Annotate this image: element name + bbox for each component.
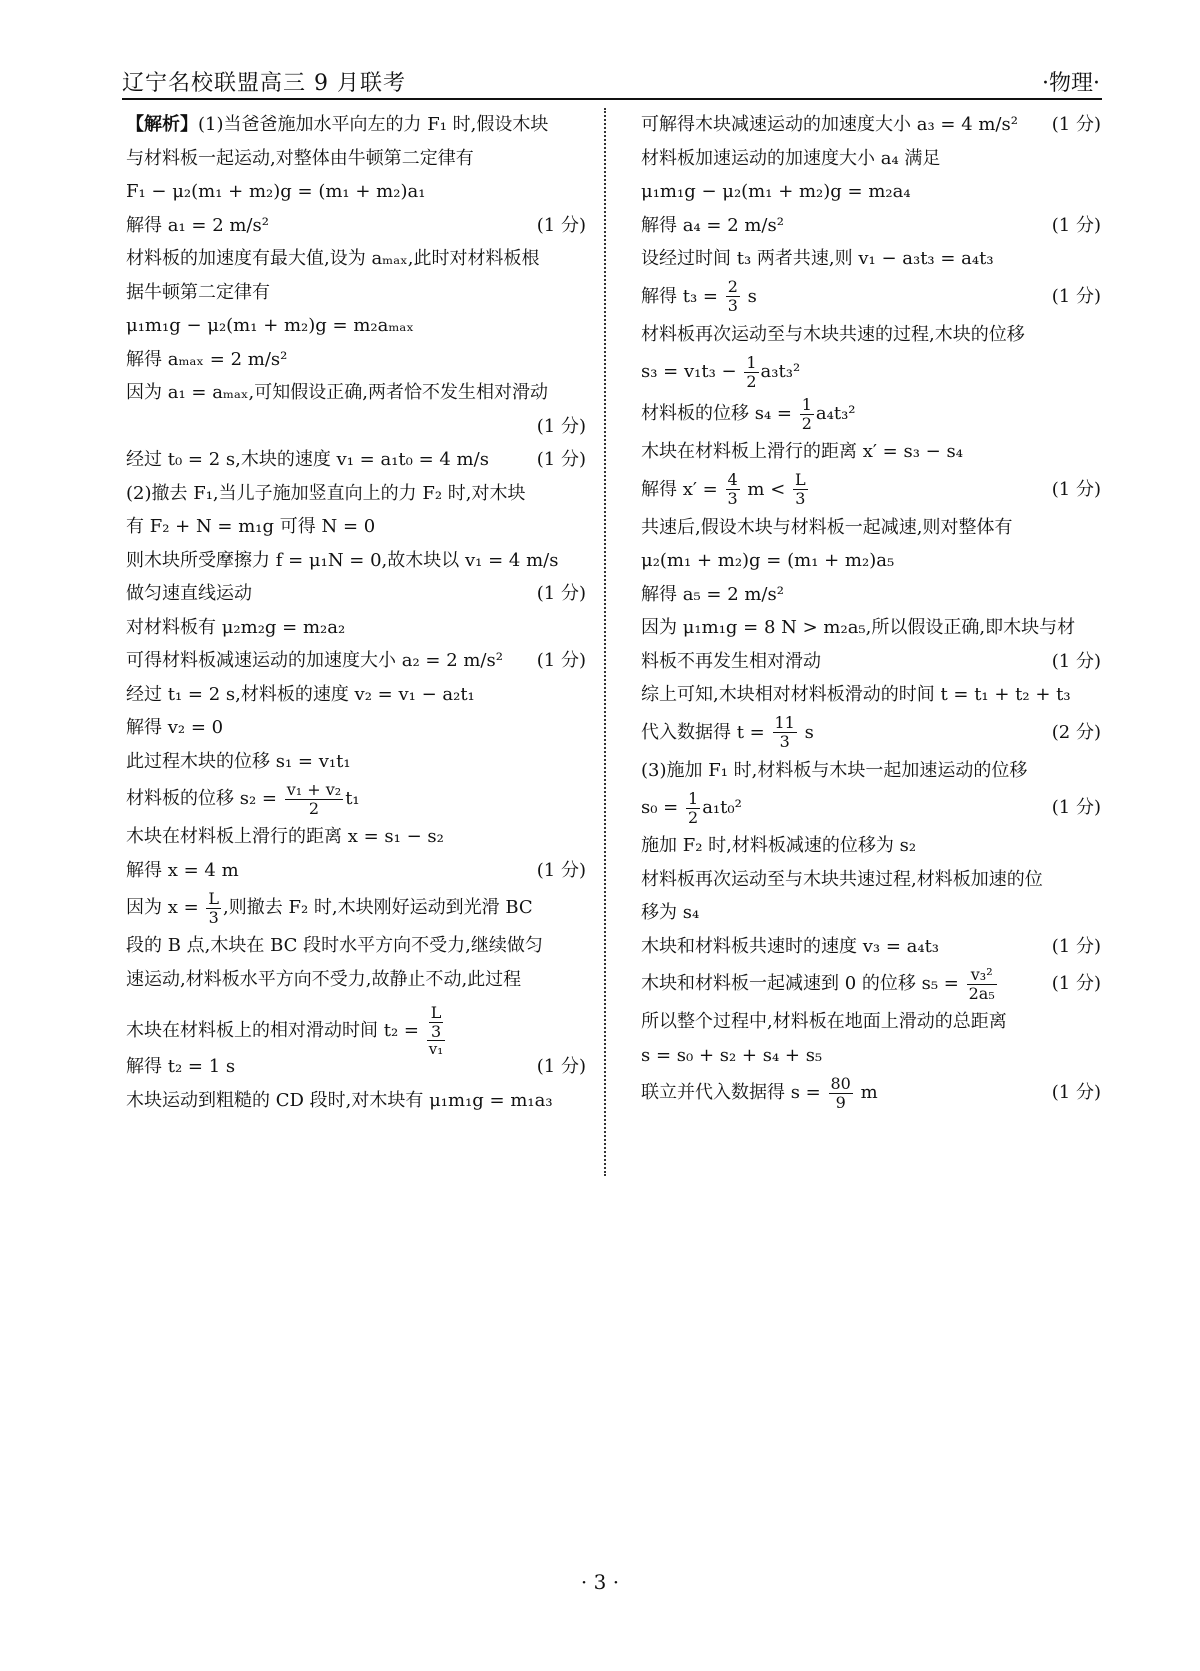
- fraction: $\frac{\text{v₁ + v₂}}{2}$: [286, 779, 342, 818]
- line-text: (3)施加 F₁ 时,材料板与木块一起加速运动的位移: [641, 759, 1028, 781]
- solution-line: [641, 578, 1101, 612]
- solution-line: [126, 142, 586, 176]
- score-label: (2 分): [1051, 721, 1101, 743]
- line-text: F₁ − μ₂(m₁ + m₂)g = (m₁ + m₂)a₁: [126, 181, 426, 202]
- score-label: (1 分): [1051, 214, 1101, 236]
- solution-line: [126, 108, 586, 142]
- line-text: 移为 s₄: [641, 902, 700, 923]
- line-text: 经过 t₁ = 2 s,材料板的速度 v₂ = v₁ − a₂t₁: [126, 683, 475, 705]
- fraction: $\frac{11}{3}$: [774, 713, 795, 751]
- score-label: (1 分): [1051, 478, 1101, 500]
- score-label: (1 分): [536, 1056, 586, 1077]
- left-column: [126, 108, 586, 1117]
- solution-line: [641, 242, 1101, 276]
- solution-line: [641, 511, 1101, 545]
- line-text: 解得 t₂ = 1 s: [126, 1056, 236, 1077]
- fraction: $\frac{\frac{L}{3}}{\text{v₁}}$: [427, 1004, 446, 1058]
- solution-line: [641, 318, 1101, 352]
- fraction: $\frac{1}{2}$: [801, 394, 812, 433]
- fraction: $\frac{1}{2}$: [688, 788, 699, 827]
- score-label: (1 分): [536, 650, 586, 671]
- line-text: 与材料板一起运动,对整体由牛顿第二定律有: [126, 147, 474, 169]
- solution-line: [126, 644, 586, 678]
- solution-line: [126, 209, 586, 243]
- line-text: 因为 μ₁m₁g = 8 N > m₂a₅,所以假设正确,即木块与材: [641, 617, 1076, 638]
- solution-line: s₃ = v₁t₃ − $\frac{1}{2}$ a₃t₃²: [641, 352, 801, 391]
- fraction: $\frac{80}{9}$: [830, 1073, 851, 1112]
- score-label: (1 分): [536, 214, 586, 236]
- line-text: μ₁m₁g − μ₂(m₁ + m₂)g = m₂aₘₐₓ: [126, 315, 414, 336]
- line-text: 解得 a₁ = 2 m/s²: [126, 214, 269, 236]
- score-label: (1 分): [536, 859, 586, 881]
- score-label: (1 分): [1051, 1082, 1101, 1103]
- page-header: [122, 64, 1102, 100]
- analysis-tag: 【解析】: [126, 114, 198, 135]
- line-text: 共速后,假设木块与材料板一起减速,则对整体有: [641, 516, 1013, 538]
- solution-line: [126, 343, 586, 377]
- solution-line: [126, 1050, 586, 1084]
- solution-line: [641, 754, 1101, 788]
- fraction: $\frac{4}{3}$: [727, 470, 738, 508]
- solution-line: [641, 1039, 1101, 1073]
- line-text: 解得 v₂ = 0: [126, 717, 224, 738]
- solution-line: 解得 x′ = $\frac{4}{3}$ m < $\frac{L}{3}$ (1 分): [641, 469, 1101, 511]
- score-label: (1 分): [1051, 935, 1101, 957]
- solution-line: [641, 435, 1101, 469]
- line-text: 可得材料板减速运动的加速度大小 a₂ = 2 m/s²: [126, 650, 503, 671]
- solution-line: [641, 175, 1101, 209]
- page-number: · 3 ·: [580, 1570, 620, 1594]
- line-text: 施加 F₂ 时,材料板减速的位移为 s₂: [641, 835, 917, 856]
- right-column: [641, 108, 1101, 1114]
- solution-line: 材料板的位移 s₂ = $\frac{\text{v₁ + v₂}}{2}$ t₁: [126, 779, 360, 818]
- line-text: 解得 x = 4 m: [126, 859, 239, 881]
- solution-line: [641, 611, 1101, 645]
- fraction: $\frac{L}{3}$: [208, 888, 220, 927]
- solution-line: 联立并代入数据得 s = $\frac{80}{9}$ m (1 分): [641, 1072, 1101, 1114]
- score-label: (1 分): [1051, 114, 1101, 135]
- solution-line: [126, 276, 586, 310]
- solution-line: [641, 863, 1101, 897]
- line-text: 材料板再次运动至与木块共速的过程,木块的位移: [641, 323, 1025, 345]
- solution-line: [641, 544, 1101, 578]
- score-label: (1 分): [536, 583, 586, 604]
- line-text: 对材料板有 μ₂m₂g = m₂a₂: [126, 616, 346, 638]
- line-text: 解得 a₅ = 2 m/s²: [641, 583, 784, 605]
- solution-line: [641, 678, 1101, 712]
- solution-line: [641, 108, 1101, 142]
- solution-line: [126, 854, 586, 888]
- solution-line: [126, 963, 586, 997]
- solution-line: 木块和材料板一起减速到 0 的位移 s₅ = $\frac{\text{v₃²}}{\text{2a₅}}$ (1 分): [641, 963, 1101, 1005]
- line-text: 则木块所受摩擦力 f = μ₁N = 0,故木块以 v₁ = 4 m/s: [126, 549, 559, 571]
- solution-line: [126, 443, 586, 477]
- line-text: 木块在材料板上滑行的距离 x = s₁ − s₂: [126, 826, 444, 847]
- line-text: 解得 aₘₐₓ = 2 m/s²: [126, 348, 288, 370]
- solution-line: 木块在材料板上的相对滑动时间 t₂ = $\frac{\frac{L}{3}}{\text{v₁}}$: [126, 996, 586, 1050]
- line-text: 此过程木块的位移 s₁ = v₁t₁: [126, 750, 351, 772]
- solution-line: [126, 410, 586, 444]
- line-text: 经过 t₀ = 2 s,木块的速度 v₁ = a₁t₀ = 4 m/s: [126, 449, 489, 470]
- line-text: 可解得木块减速运动的加速度大小 a₃ = 4 m/s²: [641, 114, 1018, 135]
- solution-line: [641, 1005, 1101, 1039]
- solution-line: [126, 175, 586, 209]
- line-text: 解得 a₄ = 2 m/s²: [641, 214, 784, 236]
- subject-label: ·物理·: [1042, 71, 1100, 96]
- score-label: (1 分): [1051, 285, 1101, 307]
- line-text: 木块和材料板共速时的速度 v₃ = a₄t₃: [641, 935, 940, 957]
- line-text: 木块运动到粗糙的 CD 段时,对木块有 μ₁m₁g = m₁a₃: [126, 1089, 553, 1111]
- fraction: $\frac{\text{v₃²}}{\text{2a₅}}$: [968, 964, 995, 1003]
- exam-title: 辽宁名校联盟高三 9 月联考: [122, 71, 406, 96]
- solution-line: [126, 242, 586, 276]
- solution-line: [126, 820, 586, 854]
- solution-line: [126, 577, 586, 611]
- score-label: (1 分): [1051, 650, 1101, 672]
- score-label: (1 分): [1051, 973, 1101, 994]
- line-text: 据牛顿第二定律有: [126, 281, 270, 303]
- line-text: 速运动,材料板水平方向不受力,故静止不动,此过程: [126, 968, 522, 990]
- column-divider: [604, 108, 606, 1176]
- solution-line: [126, 711, 586, 745]
- line-text: μ₁m₁g − μ₂(m₁ + m₂)g = m₂a₄: [641, 181, 911, 202]
- solution-line: [126, 745, 586, 779]
- solution-line: [126, 611, 586, 645]
- solution-line: [126, 544, 586, 578]
- solution-line: [641, 896, 1101, 930]
- solution-line: 解得 t₃ = $\frac{2}{3}$ s (1 分): [641, 276, 1101, 318]
- solution-line: [641, 209, 1101, 243]
- solution-line: [641, 930, 1101, 964]
- fraction: $\frac{L}{3}$: [795, 470, 806, 508]
- line-text: 材料板加速运动的加速度大小 a₄ 满足: [641, 147, 941, 169]
- line-text: 料板不再发生相对滑动: [641, 650, 821, 672]
- line-text: 材料板再次运动至与木块共速过程,材料板加速的位: [641, 868, 1043, 890]
- line-text: s = s₀ + s₂ + s₄ + s₅: [641, 1044, 823, 1066]
- fraction: $\frac{1}{2}$: [746, 352, 757, 391]
- solution-line: [126, 678, 586, 712]
- score-label: (1 分): [536, 415, 586, 437]
- solution-line: [126, 510, 586, 544]
- line-text: 做匀速直线运动: [126, 583, 252, 604]
- solution-line: 材料板的位移 s₄ = $\frac{1}{2}$ a₄t₃²: [641, 394, 856, 433]
- fraction: $\frac{2}{3}$: [727, 277, 738, 315]
- score-label: (1 分): [1051, 797, 1101, 818]
- line-text: 综上可知,木块相对材料板滑动的时间 t = t₁ + t₂ + t₃: [641, 684, 1071, 705]
- solution-line: [126, 376, 586, 410]
- line-text: 设经过时间 t₃ 两者共速,则 v₁ − a₃t₃ = a₄t₃: [641, 248, 994, 269]
- line-text: 木块在材料板上滑行的距离 x′ = s₃ − s₄: [641, 441, 963, 462]
- line-text: (2)撤去 F₁,当儿子施加竖直向上的力 F₂ 时,对木块: [126, 482, 526, 504]
- solution-line: [641, 645, 1101, 679]
- solution-line: 因为 x = $\frac{L}{3}$ ,则撤去 F₂ 时,木块刚好运动到光滑 BC: [126, 888, 533, 927]
- solution-line: [126, 929, 586, 963]
- solution-line: [641, 142, 1101, 176]
- line-text: (1)当爸爸施加水平向左的力 F₁ 时,假设木块: [198, 114, 549, 135]
- line-text: 所以整个过程中,材料板在地面上滑动的总距离: [641, 1011, 1007, 1032]
- solution-line: [126, 1084, 586, 1118]
- solution-line: [126, 309, 586, 343]
- line-text: 材料板的加速度有最大值,设为 aₘₐₓ,此时对材料板根: [126, 248, 540, 269]
- line-text: 因为 a₁ = aₘₐₓ,可知假设正确,两者恰不发生相对滑动: [126, 382, 548, 403]
- solution-line: 代入数据得 t = $\frac{11}{3}$ s (2 分): [641, 712, 1101, 754]
- line-text: μ₂(m₁ + m₂)g = (m₁ + m₂)a₅: [641, 550, 895, 571]
- score-label: (1 分): [536, 449, 586, 470]
- line-text: 段的 B 点,木块在 BC 段时水平方向不受力,继续做匀: [126, 935, 543, 956]
- line-text: 有 F₂ + N = m₁g 可得 N = 0: [126, 516, 376, 537]
- solution-line: s₀ = $\frac{1}{2}$ a₁t₀² (1 分): [641, 787, 1101, 829]
- solution-line: [126, 477, 586, 511]
- solution-line: [641, 829, 1101, 863]
